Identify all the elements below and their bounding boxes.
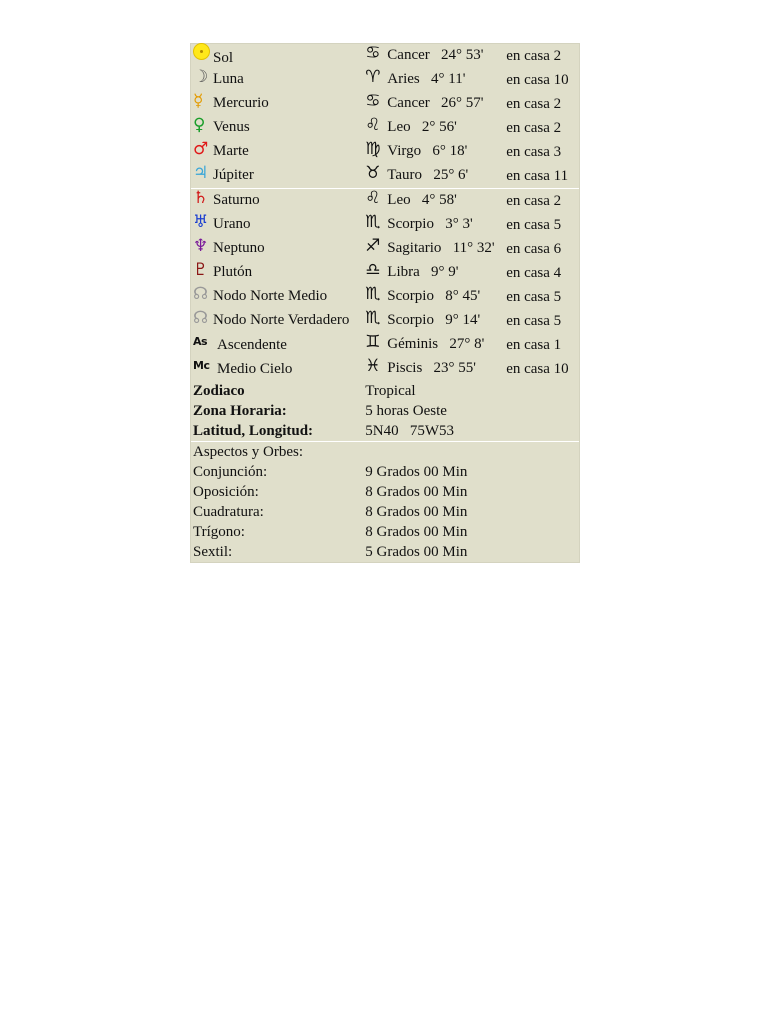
latlon-label: Latitud, Longitud: <box>193 422 314 439</box>
zodiac-sign-icon: ♈ <box>365 66 381 87</box>
planet-positions <box>191 44 579 381</box>
sign-name: Leo <box>387 119 411 136</box>
aspect-orb-value: 8 Grados 00 Min <box>365 483 468 500</box>
jupiter-icon: ♃ <box>193 162 209 183</box>
sign-name: Cancer <box>387 95 430 112</box>
planet-row <box>191 68 579 92</box>
degree-value: 9° 9' <box>431 264 459 281</box>
planet-name: Marte <box>213 143 249 160</box>
midheaven-icon: Mc <box>193 358 210 372</box>
aspect-orb-value: 8 Grados 00 Min <box>365 523 468 540</box>
aspects-section <box>191 442 579 463</box>
zodiac-sign-icon: ♋ <box>365 90 381 111</box>
house-value: en casa 11 <box>506 167 569 184</box>
planet-row <box>191 309 579 333</box>
sign-name: Virgo <box>387 143 422 160</box>
degree-value: 26° 57' <box>441 95 484 112</box>
planet-row <box>191 44 579 68</box>
zodiac-value: Tropical <box>365 382 416 399</box>
degree-value: 3° 3' <box>445 216 473 233</box>
planet-name: Saturno <box>213 192 260 209</box>
mars-icon: ♂ <box>193 138 209 159</box>
planet-row <box>191 357 579 381</box>
zodiac-sign-icon: ♐ <box>365 235 381 256</box>
zodiac-sign-icon: ♍ <box>365 138 381 159</box>
planet-row <box>191 164 579 189</box>
planet-name: Sol <box>213 50 234 66</box>
sign-name: Sagitario <box>387 240 442 257</box>
sign-name: Tauro <box>387 167 423 184</box>
zodiac-sign-icon: ♊ <box>365 331 381 352</box>
sign-name: Scorpio <box>387 312 434 329</box>
house-value: en casa 5 <box>506 216 562 233</box>
degree-value: 23° 55' <box>433 360 476 377</box>
timezone-row <box>191 401 579 421</box>
zodiac-sign-icon: ♏ <box>365 283 381 304</box>
planet-name: Plutón <box>213 264 253 281</box>
timezone-label: Zona Horaria: <box>193 402 287 419</box>
planet-row <box>191 116 579 140</box>
sign-name: Piscis <box>387 360 423 377</box>
planet-name: Júpiter <box>213 167 254 184</box>
zodiac-sign-icon: ♌ <box>365 187 381 208</box>
degree-value: 24° 53' <box>441 47 484 64</box>
zodiac-sign-icon: ♏ <box>365 307 381 328</box>
house-value: en casa 1 <box>506 336 562 353</box>
longitude-value: 75W53 <box>409 422 455 439</box>
degree-value: 6° 18' <box>432 143 468 160</box>
aspect-label: Oposición: <box>193 483 259 500</box>
planet-name: Nodo Norte Verdadero <box>213 312 350 329</box>
aspect-row <box>191 522 579 542</box>
zodiac-sign-icon: ♎ <box>365 259 381 280</box>
sign-name: Scorpio <box>387 288 434 305</box>
house-value: en casa 3 <box>506 143 562 160</box>
degree-value: 4° 58' <box>421 192 457 209</box>
degree-value: 9° 14' <box>445 312 481 329</box>
planet-name: Luna <box>213 71 244 88</box>
degree-value: 8° 45' <box>445 288 481 305</box>
planet-name: Ascendente <box>217 336 287 353</box>
aspect-label: Trígono: <box>193 523 245 540</box>
pluto-icon: ♇ <box>193 259 209 280</box>
planet-name: Neptuno <box>213 240 265 257</box>
house-value: en casa 2 <box>506 119 562 136</box>
planet-row <box>191 92 579 116</box>
planet-row <box>191 237 579 261</box>
north-node-icon: ☊ <box>193 307 209 328</box>
aspect-orbs <box>191 462 579 562</box>
planet-row <box>191 140 579 164</box>
house-value: en casa 5 <box>506 288 562 305</box>
sign-name: Cancer <box>387 47 430 64</box>
sign-name: Aries <box>387 71 420 88</box>
sign-name: Géminis <box>387 336 439 353</box>
zodiac-sign-icon: ♉ <box>365 162 381 183</box>
moon-icon: ☽ <box>193 66 209 87</box>
planet-row <box>191 189 579 214</box>
house-value: en casa 2 <box>506 95 562 112</box>
house-value: en casa 10 <box>506 71 569 88</box>
planet-name: Mercurio <box>213 95 269 112</box>
aspect-row <box>191 542 579 562</box>
saturn-icon: ♄ <box>193 187 209 208</box>
aspect-label: Conjunción: <box>193 463 268 480</box>
planet-row <box>191 261 579 285</box>
planet-name: Medio Cielo <box>217 360 293 377</box>
aspect-orb-value: 5 Grados 00 Min <box>365 543 468 560</box>
degree-value: 11° 32' <box>452 240 495 257</box>
chart-info <box>191 381 579 442</box>
ascendant-icon: As <box>193 334 208 348</box>
sun-icon <box>193 43 210 60</box>
north-node-icon: ☊ <box>193 283 209 304</box>
aspect-row <box>191 502 579 522</box>
planet-name: Urano <box>213 216 251 233</box>
house-value: en casa 5 <box>506 312 562 329</box>
zodiac-sign-icon: ♏ <box>365 211 381 232</box>
zodiac-sign-icon: ♓ <box>365 355 381 376</box>
aspects-heading: Aspectos y Orbes: <box>193 443 303 460</box>
degree-value: 4° 11' <box>431 71 466 88</box>
sign-name: Libra <box>387 264 420 281</box>
planet-row <box>191 333 579 357</box>
degree-value: 2° 56' <box>421 119 457 136</box>
zodiac-sign-icon: ♋ <box>365 42 381 63</box>
aspect-orb-value: 8 Grados 00 Min <box>365 503 468 520</box>
planet-row <box>191 213 579 237</box>
aspects-heading-row <box>191 442 579 463</box>
house-value: en casa 6 <box>506 240 562 257</box>
aspect-label: Cuadratura: <box>193 503 264 520</box>
planet-name: Venus <box>213 119 250 136</box>
zodiac-sign-icon: ♌ <box>365 114 381 135</box>
house-value: en casa 2 <box>506 47 562 64</box>
aspect-row <box>191 482 579 502</box>
sign-name: Scorpio <box>387 216 434 233</box>
zodiac-label: Zodiaco <box>193 382 245 399</box>
uranus-icon: ♅ <box>193 211 209 232</box>
sign-name: Leo <box>387 192 411 209</box>
zodiac-row <box>191 381 579 401</box>
neptune-icon: ♆ <box>193 235 209 256</box>
aspect-row <box>191 462 579 482</box>
degree-value: 27° 8' <box>449 336 485 353</box>
natal-chart-table <box>190 43 580 563</box>
venus-icon: ♀ <box>193 114 206 135</box>
latitude-value: 5N40 <box>365 422 399 439</box>
planet-name: Nodo Norte Medio <box>213 288 328 305</box>
aspect-label: Sextil: <box>193 543 233 560</box>
mercury-icon: ☿ <box>193 90 204 111</box>
house-value: en casa 10 <box>506 360 569 377</box>
house-value: en casa 4 <box>506 264 562 281</box>
latlon-row <box>191 421 579 442</box>
degree-value: 25° 6' <box>433 167 469 184</box>
house-value: en casa 2 <box>506 192 562 209</box>
timezone-value: 5 horas Oeste <box>365 402 447 419</box>
planet-row <box>191 285 579 309</box>
aspect-orb-value: 9 Grados 00 Min <box>365 463 468 480</box>
